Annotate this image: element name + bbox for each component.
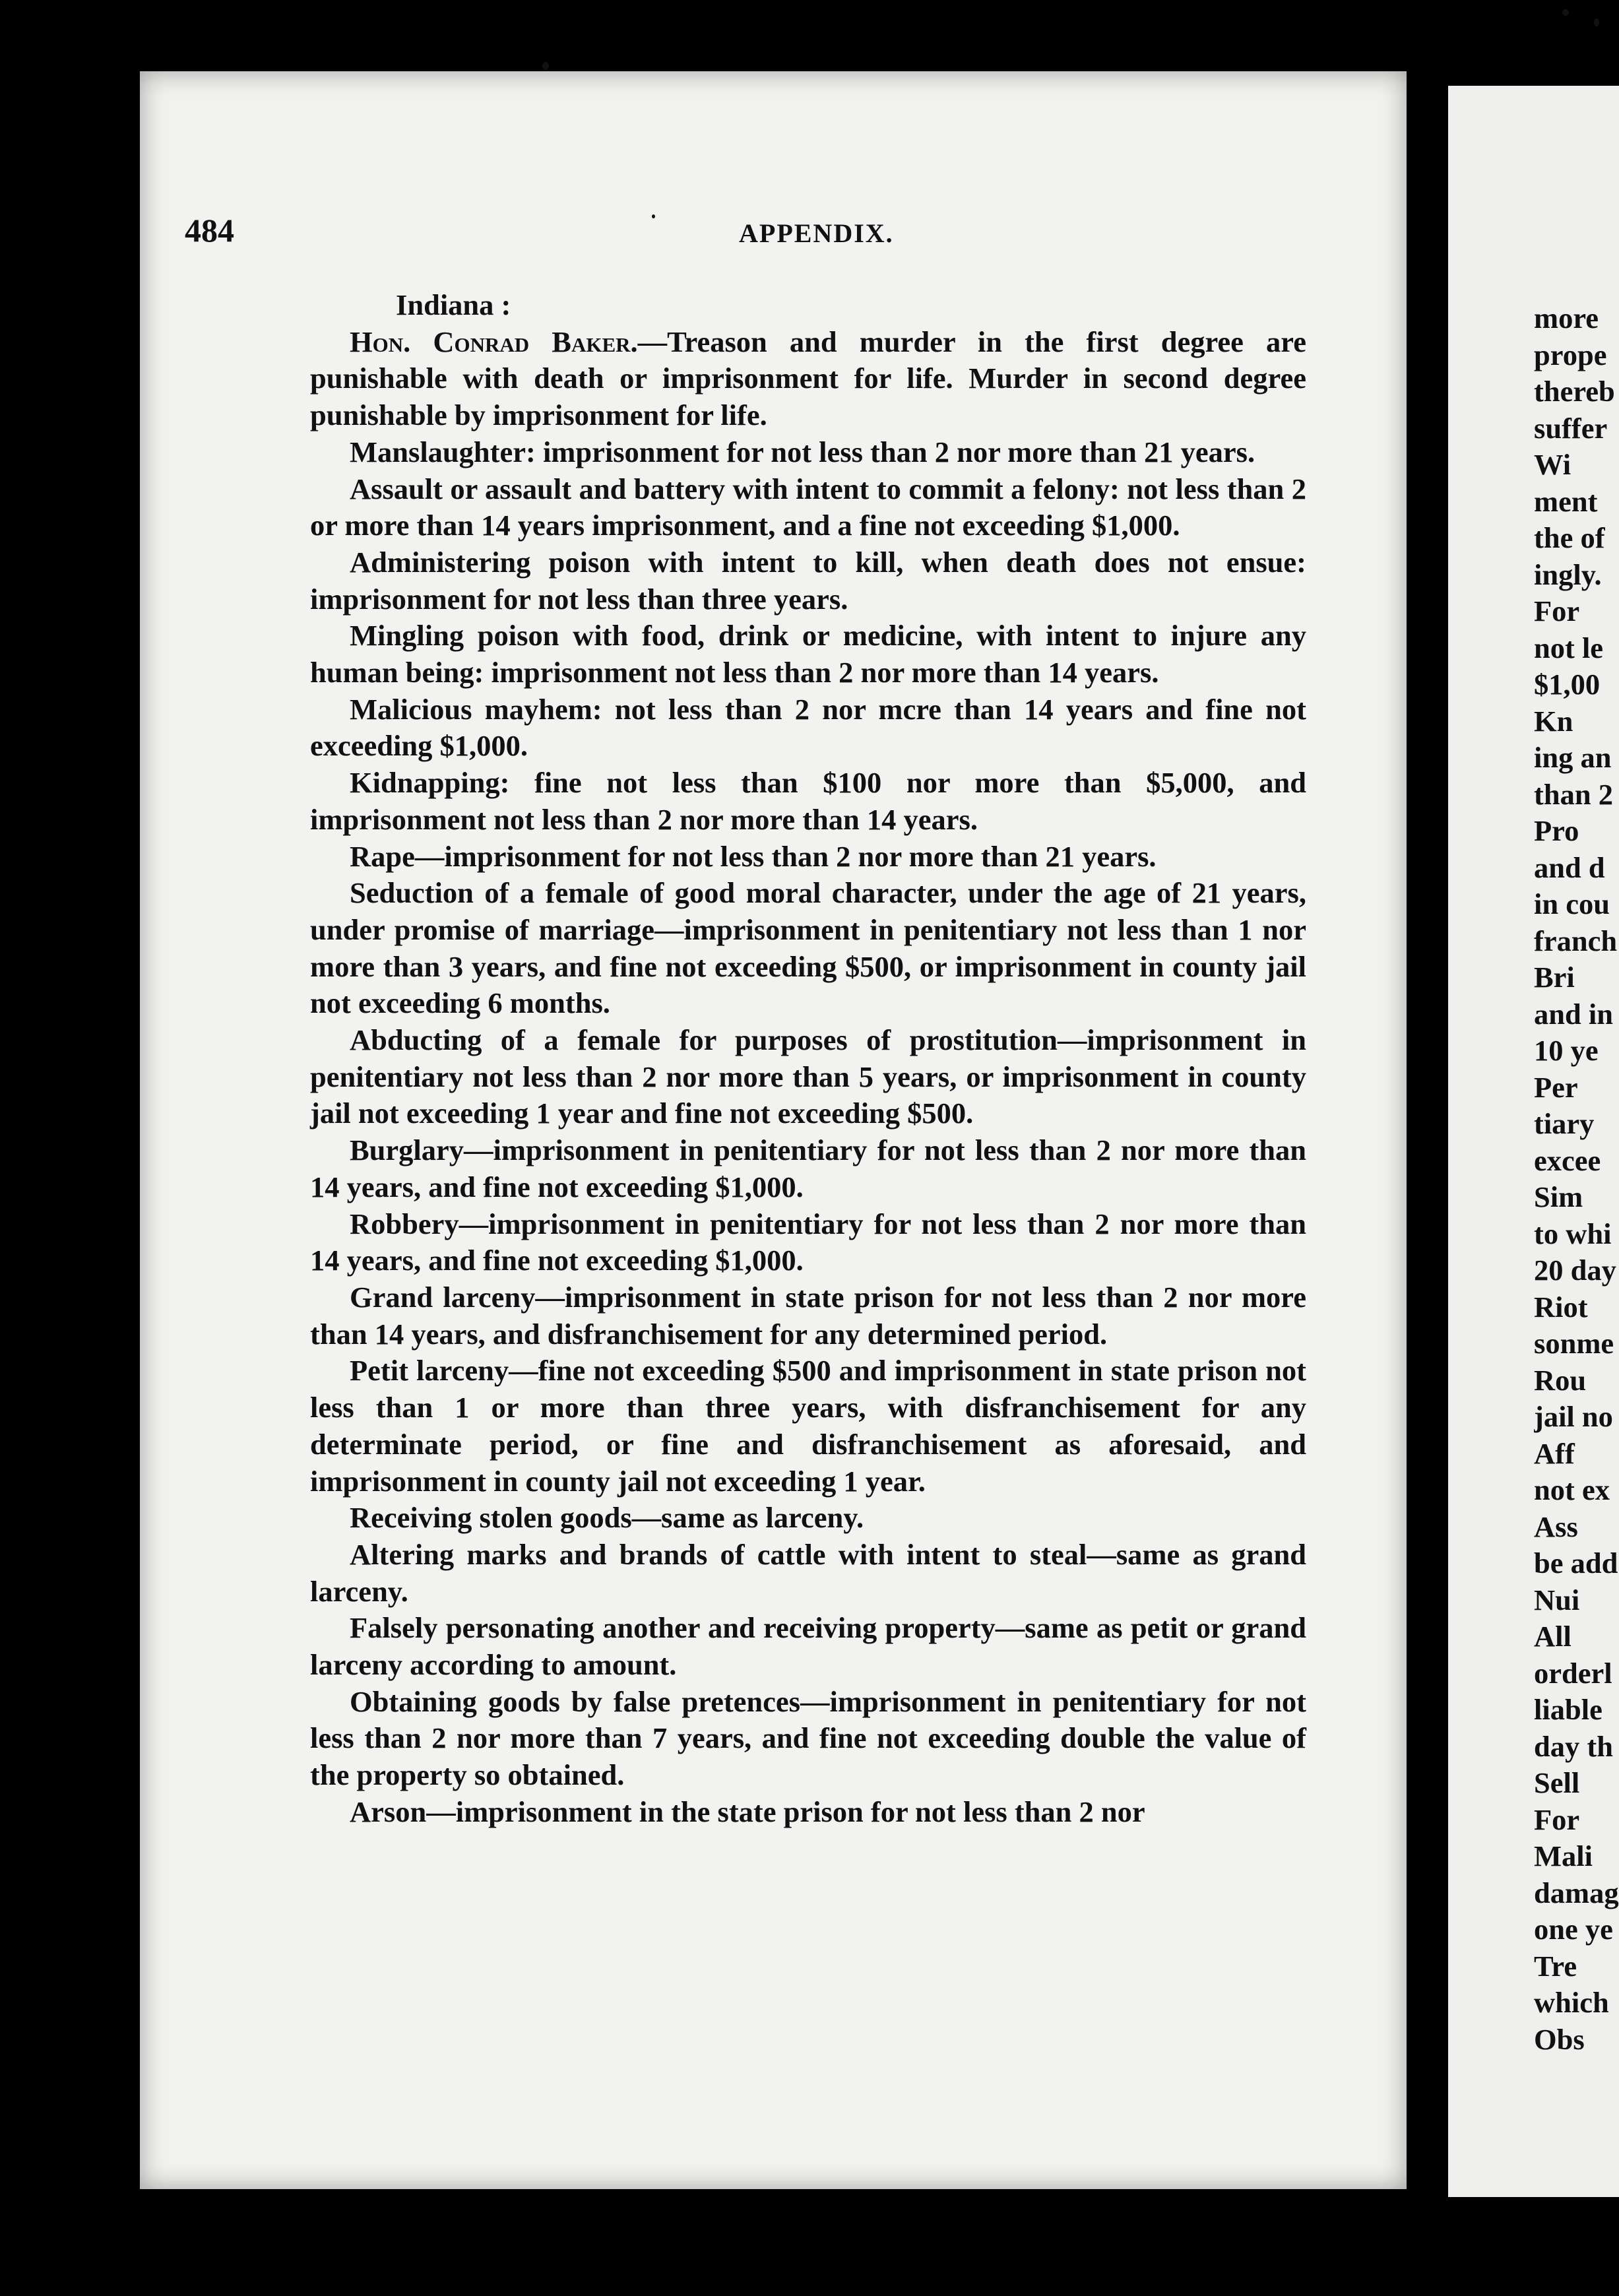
- paragraph-text: Falsely personating another and receiving property—same as petit or grand larceny according to amount.: [310, 1611, 1306, 1682]
- paragraph: [310, 1500, 1306, 1537]
- dust-speck: [1594, 18, 1599, 26]
- running-head: APPENDIX.: [739, 218, 894, 248]
- facing-page-line: thereb: [1534, 375, 1615, 408]
- paragraph: [310, 544, 1306, 618]
- paragraph: [310, 839, 1306, 876]
- section-heading: Indiana :: [396, 288, 511, 321]
- facing-page-line: franch: [1534, 924, 1618, 957]
- facing-page-line: be add: [1534, 1547, 1618, 1579]
- speaker-name: Hon. Conrad Baker.: [350, 325, 638, 358]
- facing-page-line: ing an: [1534, 741, 1612, 774]
- paragraph: [310, 1206, 1306, 1279]
- facing-page-line: which: [1534, 1986, 1609, 2019]
- paragraph-text: Seduction of a female of good moral character, under the age of 21 years, under promise of marriage—imprisonment in penitentiary not less than 1 nor more than 3 years, and fine not exceeding $500, or imprisonment in county jail not exceeding 6 months.: [310, 876, 1306, 1020]
- paragraph-text: —Treason and murder in the first degree are punishable with death or imprisonment for life. Murder in second degree punishable by imprisonment for life.: [310, 325, 1306, 432]
- paragraph: [310, 691, 1306, 765]
- facing-page-line: Sim: [1534, 1180, 1583, 1213]
- dust-speck: [542, 62, 549, 70]
- paragraph-text: Receiving stolen goods—same as larceny.: [350, 1501, 864, 1535]
- paragraph-text: Assault or assault and battery with intent to commit a felony: not less than 2 or more than 14 years imprisonment, and a fine not exceeding $1,000.: [310, 472, 1306, 542]
- paragraph: [310, 1279, 1306, 1353]
- dust-speck: [1562, 9, 1569, 16]
- facing-page-text: [1534, 300, 1619, 2058]
- paragraph-text: Kidnapping: fine not less than $100 nor more than $5,000, and imprisonment not less than 2 nor more than 14 years.: [310, 766, 1306, 836]
- facing-page-line: sonme: [1534, 1327, 1614, 1360]
- facing-page-line: Riot: [1534, 1290, 1588, 1323]
- facing-page-line: 10 ye: [1534, 1034, 1599, 1067]
- facing-page-line: Rou: [1534, 1363, 1587, 1397]
- paragraph-text: Malicious mayhem: not less than 2 nor mcre than 14 years and fine not exceeding $1,000.: [310, 692, 1306, 763]
- paragraph: [310, 1794, 1306, 1831]
- paragraph: [310, 1537, 1306, 1610]
- paragraph: [310, 765, 1306, 838]
- paragraph: [310, 1684, 1306, 1794]
- facing-page-line: ment: [1534, 484, 1598, 518]
- facing-page-line: 20 day: [1534, 1254, 1616, 1287]
- facing-page-line: liable: [1534, 1693, 1603, 1726]
- paragraph-text: Administering poison with intent to kill, when death does not ensue: imprisonment for not less than three years.: [310, 545, 1306, 616]
- facing-page-line: to whi: [1534, 1217, 1612, 1250]
- page-header: [185, 205, 894, 264]
- facing-page-line: in cou: [1534, 887, 1610, 920]
- facing-page-line: Per: [1534, 1070, 1578, 1104]
- paragraph: [310, 1353, 1306, 1500]
- facing-page-line: For: [1534, 1802, 1580, 1836]
- dust-speck: [652, 214, 655, 218]
- facing-page-line: excee: [1534, 1143, 1601, 1177]
- facing-page-line: All: [1534, 1620, 1571, 1653]
- facing-page-line: $1,00: [1534, 668, 1601, 701]
- facing-page-line: jail no: [1534, 1400, 1613, 1433]
- paragraph-text: Mingling poison with food, drink or medicine, with intent to injure any human being: imprisonment not less than 2 nor more than 14 years.: [310, 619, 1306, 689]
- facing-page-line: Sell: [1534, 1766, 1580, 1799]
- facing-page-line: not ex: [1534, 1473, 1610, 1506]
- paragraph-text: Petit larceny—fine not exceeding $500 and imprisonment in state prison not less than 1 or more than three years, with disfranchisement for any determinate period, or fine and disfranchisement as aforesaid, and imprisonment in county jail not exceeding 1 year.: [310, 1354, 1306, 1498]
- facing-page-line: suffer: [1534, 411, 1608, 445]
- paragraph: [310, 471, 1306, 544]
- facing-page-line: the of: [1534, 521, 1605, 554]
- facing-page-line: Tre: [1534, 1949, 1577, 1983]
- facing-page-line: tiary: [1534, 1107, 1595, 1140]
- paragraph-text: Altering marks and brands of cattle with intent to steal—same as grand larceny.: [310, 1537, 1306, 1608]
- paragraph-text: Arson—imprisonment in the state prison for not less than 2 nor: [350, 1795, 1145, 1828]
- facing-page-line: day th: [1534, 1729, 1613, 1763]
- paragraph: [310, 1132, 1306, 1205]
- facing-page-line: more: [1534, 302, 1599, 335]
- paragraph-text: Burglary—imprisonment in penitentiary for not less than 2 nor more than 14 years, and fine not exceeding $1,000.: [310, 1133, 1306, 1203]
- paragraph-text: Manslaughter: imprisonment for not less than 2 nor more than 21 years.: [350, 435, 1255, 468]
- paragraph: [310, 1610, 1306, 1683]
- facing-page-line: than 2: [1534, 777, 1613, 811]
- page-body: [310, 287, 1306, 1831]
- facing-page-line: Wi: [1534, 448, 1571, 481]
- facing-page-line: damag: [1534, 1876, 1619, 1909]
- paragraph-text: Rape—imprisonment for not less than 2 nor more than 21 years.: [350, 839, 1157, 873]
- paragraph: [310, 875, 1306, 1022]
- paragraph-text: Robbery—imprisonment in penitentiary for not less than 2 nor more than 14 years, and fine not exceeding $1,000.: [310, 1207, 1306, 1277]
- facing-page-line: Aff: [1534, 1436, 1575, 1470]
- paragraph: [310, 434, 1306, 471]
- facing-page-line: Pro: [1534, 814, 1579, 847]
- paragraph-text: Abducting of a female for purposes of prostitution—imprisonment in penitentiary not less than 2 nor more than 5 years, or imprisonment in county jail not exceeding 1 year and fine not exceeding $500.: [310, 1023, 1306, 1130]
- paragraph: [310, 324, 1306, 434]
- page-number: 484: [185, 212, 234, 249]
- facing-page-line: Nui: [1534, 1583, 1580, 1616]
- facing-page-line: not le: [1534, 631, 1604, 664]
- facing-page-line: Bri: [1534, 961, 1575, 994]
- facing-page-line: Obs: [1534, 2022, 1585, 2056]
- facing-page-line: one ye: [1534, 1913, 1613, 1946]
- paragraph-text: Obtaining goods by false pretences—imprisonment in penitentiary for not less than 2 nor more than 7 years, and fine not exceeding double the value of the property so obtained.: [310, 1684, 1306, 1792]
- facing-page-line: and in: [1534, 997, 1613, 1031]
- paragraph: [310, 618, 1306, 691]
- facing-page-line: ingly.: [1534, 558, 1602, 591]
- facing-page-line: orderl: [1534, 1656, 1612, 1690]
- paragraph: [310, 1022, 1306, 1132]
- paragraph-text: Grand larceny—imprisonment in state prison for not less than 2 nor more than 14 years, and disfranchisement for any determined period.: [310, 1280, 1306, 1351]
- facing-page-line: and d: [1534, 850, 1605, 884]
- facing-page-line: Kn: [1534, 704, 1573, 738]
- facing-page-line: prope: [1534, 338, 1607, 371]
- paragraph-list: [310, 324, 1306, 1831]
- facing-page-line: For: [1534, 594, 1580, 627]
- facing-page-line: Ass: [1534, 1510, 1578, 1543]
- facing-page-line: Mali: [1534, 1839, 1593, 1872]
